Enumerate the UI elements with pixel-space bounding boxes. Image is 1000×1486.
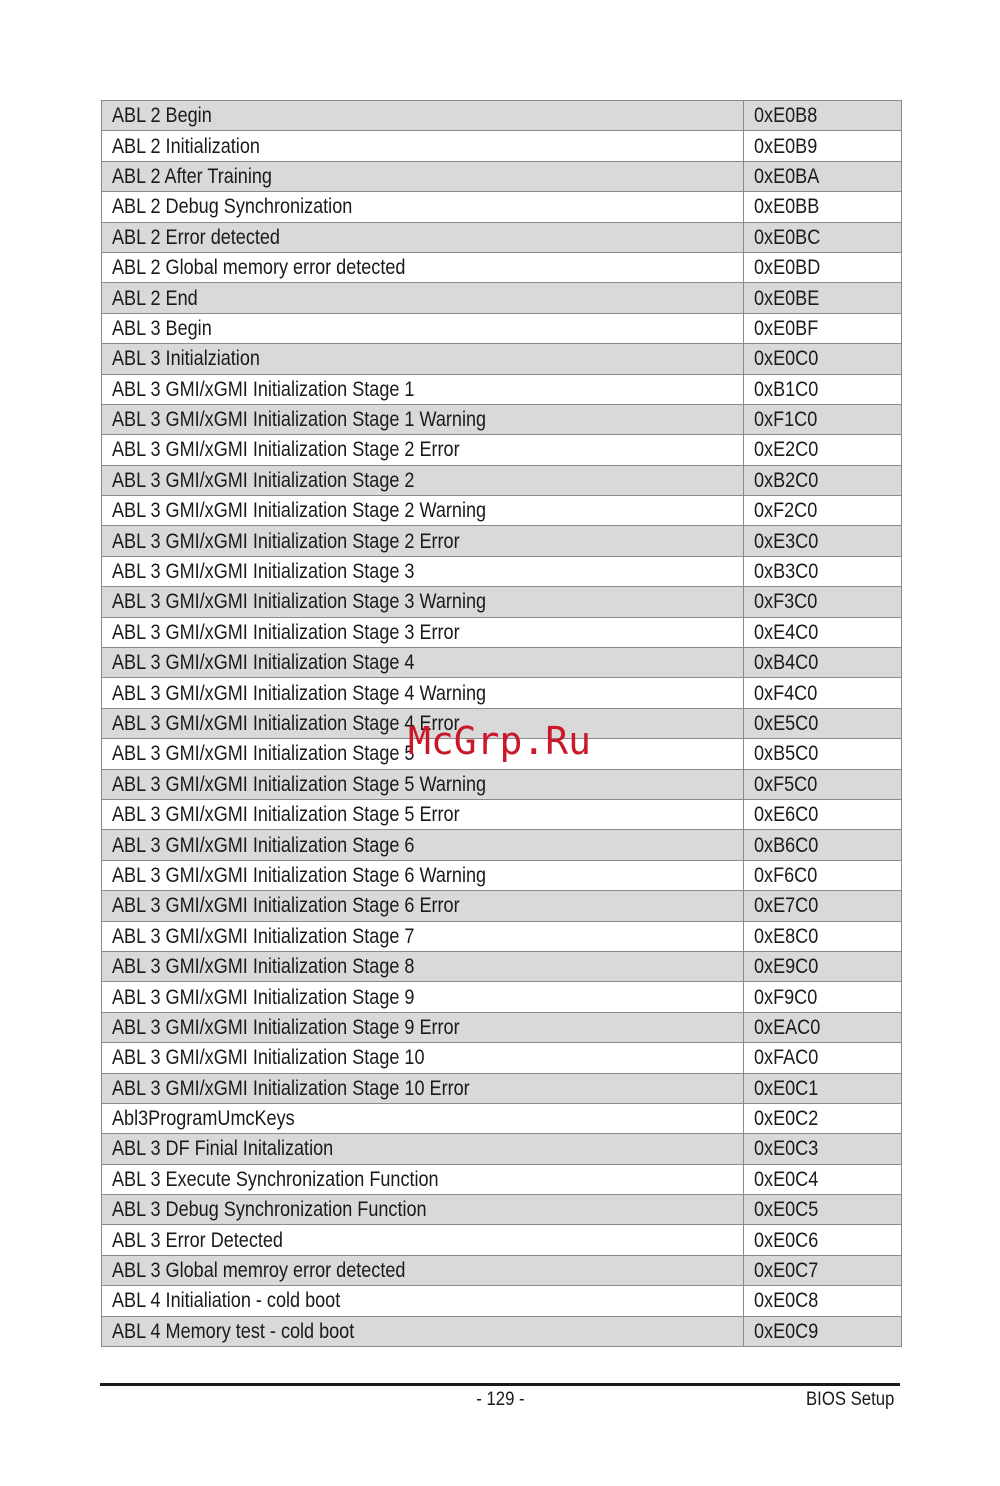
code-cell: [744, 313, 902, 343]
code-text: 0xE0C8: [754, 1289, 819, 1313]
table-row: [102, 161, 902, 191]
code-cell: [744, 556, 902, 586]
code-text: 0xE5C0: [754, 712, 819, 735]
code-cell: [744, 435, 902, 465]
code-cell: [744, 1255, 902, 1285]
table-row: [102, 1012, 902, 1042]
code-text: 0xE0B9: [754, 134, 818, 158]
description-cell: [102, 830, 744, 860]
code-text: 0xB4C0: [754, 651, 819, 675]
code-cell: [744, 951, 902, 981]
code-cell: [744, 1286, 902, 1316]
section-name: [800, 1389, 900, 1411]
code-text: 0xE0C4: [754, 1167, 819, 1191]
description-cell: [102, 1012, 744, 1042]
table-row: [102, 101, 902, 131]
code-cell: [744, 799, 902, 829]
code-cell: [744, 1225, 902, 1255]
description-text: ABL 3 GMI/xGMI Initialization Stage 2 Error: [112, 529, 460, 553]
code-text: 0xE0B8: [754, 104, 818, 128]
table-row: [102, 374, 902, 404]
description-text: ABL 3 GMI/xGMI Initialization Stage 3 Warning: [112, 590, 487, 614]
code-text: 0xEAC0: [754, 1015, 821, 1039]
description-text: ABL 3 GMI/xGMI Initialization Stage 5 Warning: [112, 772, 487, 796]
description-cell: [102, 587, 744, 617]
code-text: 0xE0C7: [754, 1259, 819, 1283]
description-text: ABL 3 GMI/xGMI Initialization Stage 6 Error: [112, 894, 460, 918]
description-text: ABL 2 Initialization: [112, 134, 260, 158]
table-row: [102, 283, 902, 313]
description-text: ABL 3 Begin: [112, 316, 212, 340]
description-text: ABL 3 GMI/xGMI Initialization Stage 6: [112, 833, 415, 857]
description-cell: [102, 1134, 744, 1164]
code-text: 0xE0C6: [754, 1228, 819, 1252]
description-text: ABL 3 Error Detected: [112, 1228, 283, 1252]
description-text: ABL 3 GMI/xGMI Initialization Stage 10: [112, 1046, 425, 1070]
description-text: ABL 3 Global memroy error detected: [112, 1259, 406, 1283]
code-text: 0xB6C0: [754, 833, 819, 857]
code-text: 0xF9C0: [754, 985, 818, 1009]
description-text: ABL 3 GMI/xGMI Initialization Stage 3: [112, 560, 415, 584]
watermark-logo: McGrp.Ru: [408, 719, 592, 763]
description-cell: [102, 951, 744, 981]
table-row: [102, 678, 902, 708]
table-row: [102, 435, 902, 465]
code-text: 0xE6C0: [754, 803, 819, 827]
table-row: [102, 951, 902, 981]
description-cell: [102, 101, 744, 131]
code-cell: [744, 830, 902, 860]
code-text: 0xB1C0: [754, 377, 819, 401]
table-row: [102, 1164, 902, 1194]
description-text: ABL 3 GMI/xGMI Initialization Stage 7: [112, 924, 415, 948]
code-cell: [744, 252, 902, 282]
code-cell: [744, 131, 902, 161]
description-text: Abl3ProgramUmcKeys: [112, 1107, 295, 1131]
description-text: ABL 2 Global memory error detected: [112, 256, 406, 280]
footer-divider: [100, 1383, 900, 1386]
table-row: [102, 617, 902, 647]
code-cell: [744, 617, 902, 647]
code-cell: [744, 192, 902, 222]
code-cell: [744, 678, 902, 708]
code-text: 0xE0C5: [754, 1198, 819, 1222]
table-row: [102, 404, 902, 434]
description-text: ABL 2 Begin: [112, 104, 212, 128]
code-cell: [744, 1134, 902, 1164]
code-cell: [744, 101, 902, 131]
code-text: 0xE0BF: [754, 316, 819, 340]
code-cell: [744, 1195, 902, 1225]
code-text: 0xB5C0: [754, 742, 819, 766]
page-number-text: - 129 -: [475, 1389, 525, 1410]
code-cell: [744, 769, 902, 799]
code-text: 0xF6C0: [754, 863, 818, 887]
description-cell: [102, 769, 744, 799]
table-row: [102, 1195, 902, 1225]
description-text: ABL 3 Execute Synchronization Function: [112, 1167, 439, 1191]
description-cell: [102, 1195, 744, 1225]
description-cell: [102, 131, 744, 161]
code-text: 0xE8C0: [754, 924, 819, 948]
table-row: [102, 252, 902, 282]
description-cell: [102, 1225, 744, 1255]
table-row: [102, 921, 902, 951]
table-row: [102, 496, 902, 526]
description-text: ABL 3 GMI/xGMI Initialization Stage 2 Warning: [112, 499, 487, 523]
description-text: ABL 3 GMI/xGMI Initialization Stage 1: [112, 377, 415, 401]
code-text: 0xB2C0: [754, 468, 819, 492]
table-row: [102, 1286, 902, 1316]
code-text: 0xF1C0: [754, 408, 818, 432]
table-row: [102, 1134, 902, 1164]
description-cell: [102, 1073, 744, 1103]
table-row: [102, 769, 902, 799]
description-text: ABL 2 End: [112, 286, 198, 310]
description-text: ABL 3 GMI/xGMI Initialization Stage 4 Warning: [112, 681, 487, 705]
code-cell: [744, 1164, 902, 1194]
table-row: [102, 648, 902, 678]
table-row: [102, 465, 902, 495]
description-cell: [102, 891, 744, 921]
description-cell: [102, 222, 744, 252]
table-row: [102, 1103, 902, 1133]
description-cell: [102, 556, 744, 586]
code-cell: [744, 465, 902, 495]
description-cell: [102, 313, 744, 343]
code-cell: [744, 891, 902, 921]
code-cell: [744, 860, 902, 890]
table-row: [102, 556, 902, 586]
table-row: [102, 799, 902, 829]
description-text: ABL 3 Debug Synchronization Function: [112, 1198, 427, 1222]
description-cell: [102, 1164, 744, 1194]
table-row: [102, 891, 902, 921]
description-text: ABL 3 GMI/xGMI Initialization Stage 6 Warning: [112, 863, 487, 887]
code-cell: [744, 161, 902, 191]
code-text: 0xE0C3: [754, 1137, 819, 1161]
code-text: 0xE0BD: [754, 256, 821, 280]
description-cell: [102, 404, 744, 434]
description-text: ABL 3 GMI/xGMI Initialization Stage 5: [112, 742, 415, 766]
section-name-text: BIOS Setup: [805, 1389, 894, 1410]
description-cell: [102, 252, 744, 282]
code-text: 0xE0C2: [754, 1107, 819, 1131]
table-row: [102, 344, 902, 374]
code-text: 0xE0C0: [754, 347, 819, 371]
code-text: 0xFAC0: [754, 1046, 819, 1070]
description-text: ABL 4 Initialiation - cold boot: [112, 1289, 341, 1313]
description-cell: [102, 465, 744, 495]
description-cell: [102, 648, 744, 678]
code-text: 0xE0C9: [754, 1319, 819, 1343]
table-row: [102, 1255, 902, 1285]
description-text: ABL 3 GMI/xGMI Initialization Stage 8: [112, 955, 415, 979]
description-cell: [102, 283, 744, 313]
description-text: ABL 2 Error detected: [112, 225, 280, 249]
code-text: 0xE0BC: [754, 225, 821, 249]
description-text: ABL 3 GMI/xGMI Initialization Stage 3 Error: [112, 620, 460, 644]
description-text: ABL 3 DF Finial Initalization: [112, 1137, 334, 1161]
description-cell: [102, 617, 744, 647]
code-text: 0xE9C0: [754, 955, 819, 979]
table-row: [102, 313, 902, 343]
description-text: ABL 3 Initialziation: [112, 347, 260, 371]
code-text: 0xE0C1: [754, 1076, 819, 1100]
description-text: ABL 3 GMI/xGMI Initialization Stage 9: [112, 985, 415, 1009]
description-cell: [102, 860, 744, 890]
code-text: 0xF5C0: [754, 772, 818, 796]
description-text: ABL 3 GMI/xGMI Initialization Stage 2: [112, 468, 415, 492]
description-cell: [102, 496, 744, 526]
table-row: [102, 192, 902, 222]
code-cell: [744, 283, 902, 313]
code-cell: [744, 1103, 902, 1133]
code-cell: [744, 921, 902, 951]
description-text: ABL 3 GMI/xGMI Initialization Stage 4 Error: [112, 712, 460, 735]
description-cell: [102, 1043, 744, 1073]
description-cell: [102, 161, 744, 191]
table-row: [102, 1073, 902, 1103]
code-cell: [744, 1316, 902, 1346]
description-cell: [102, 192, 744, 222]
code-cell: [744, 526, 902, 556]
code-cell: [744, 496, 902, 526]
description-cell: [102, 1286, 744, 1316]
description-text: ABL 3 GMI/xGMI Initialization Stage 5 Error: [112, 803, 460, 827]
code-text: 0xE2C0: [754, 438, 819, 462]
description-text: ABL 2 After Training: [112, 164, 272, 188]
code-cell: [744, 982, 902, 1012]
code-cell: [744, 222, 902, 252]
description-cell: [102, 1255, 744, 1285]
description-cell: [102, 982, 744, 1012]
code-cell: [744, 344, 902, 374]
description-cell: [102, 1103, 744, 1133]
code-text: 0xE0BB: [754, 195, 820, 219]
code-text: 0xE0BA: [754, 164, 820, 188]
code-cell: [744, 1012, 902, 1042]
table-row: [102, 1043, 902, 1073]
table-row: [102, 830, 902, 860]
description-text: ABL 3 GMI/xGMI Initialization Stage 1 Warning: [112, 408, 487, 432]
code-cell: [744, 1073, 902, 1103]
code-cell: [744, 1043, 902, 1073]
code-cell: [744, 404, 902, 434]
description-cell: [102, 1316, 744, 1346]
description-cell: [102, 344, 744, 374]
description-cell: [102, 526, 744, 556]
description-cell: [102, 921, 744, 951]
table-row: [102, 982, 902, 1012]
table-row: [102, 222, 902, 252]
code-text: 0xB3C0: [754, 560, 819, 584]
description-text: ABL 3 GMI/xGMI Initialization Stage 9 Error: [112, 1015, 460, 1039]
description-text: ABL 3 GMI/xGMI Initialization Stage 2 Error: [112, 438, 460, 462]
description-cell: [102, 678, 744, 708]
code-cell: [744, 739, 902, 769]
table-row: [102, 587, 902, 617]
code-text: 0xF3C0: [754, 590, 818, 614]
code-text: 0xF4C0: [754, 681, 818, 705]
code-text: 0xE7C0: [754, 894, 819, 918]
description-text: ABL 4 Memory test - cold boot: [112, 1319, 355, 1343]
table-row: [102, 1225, 902, 1255]
code-cell: [744, 587, 902, 617]
code-cell: [744, 648, 902, 678]
table-row: [102, 860, 902, 890]
code-cell: [744, 374, 902, 404]
description-text: ABL 3 GMI/xGMI Initialization Stage 4: [112, 651, 415, 675]
description-cell: [102, 374, 744, 404]
description-text: ABL 3 GMI/xGMI Initialization Stage 10 Error: [112, 1076, 470, 1100]
description-cell: [102, 799, 744, 829]
table-row: [102, 1316, 902, 1346]
description-text: ABL 2 Debug Synchronization: [112, 195, 353, 219]
code-text: 0xE4C0: [754, 620, 819, 644]
code-cell: [744, 708, 902, 738]
code-text: 0xE3C0: [754, 529, 819, 553]
description-cell: [102, 435, 744, 465]
code-text: 0xF2C0: [754, 499, 818, 523]
table-row: [102, 526, 902, 556]
code-text: 0xE0BE: [754, 286, 820, 310]
table-row: [102, 131, 902, 161]
